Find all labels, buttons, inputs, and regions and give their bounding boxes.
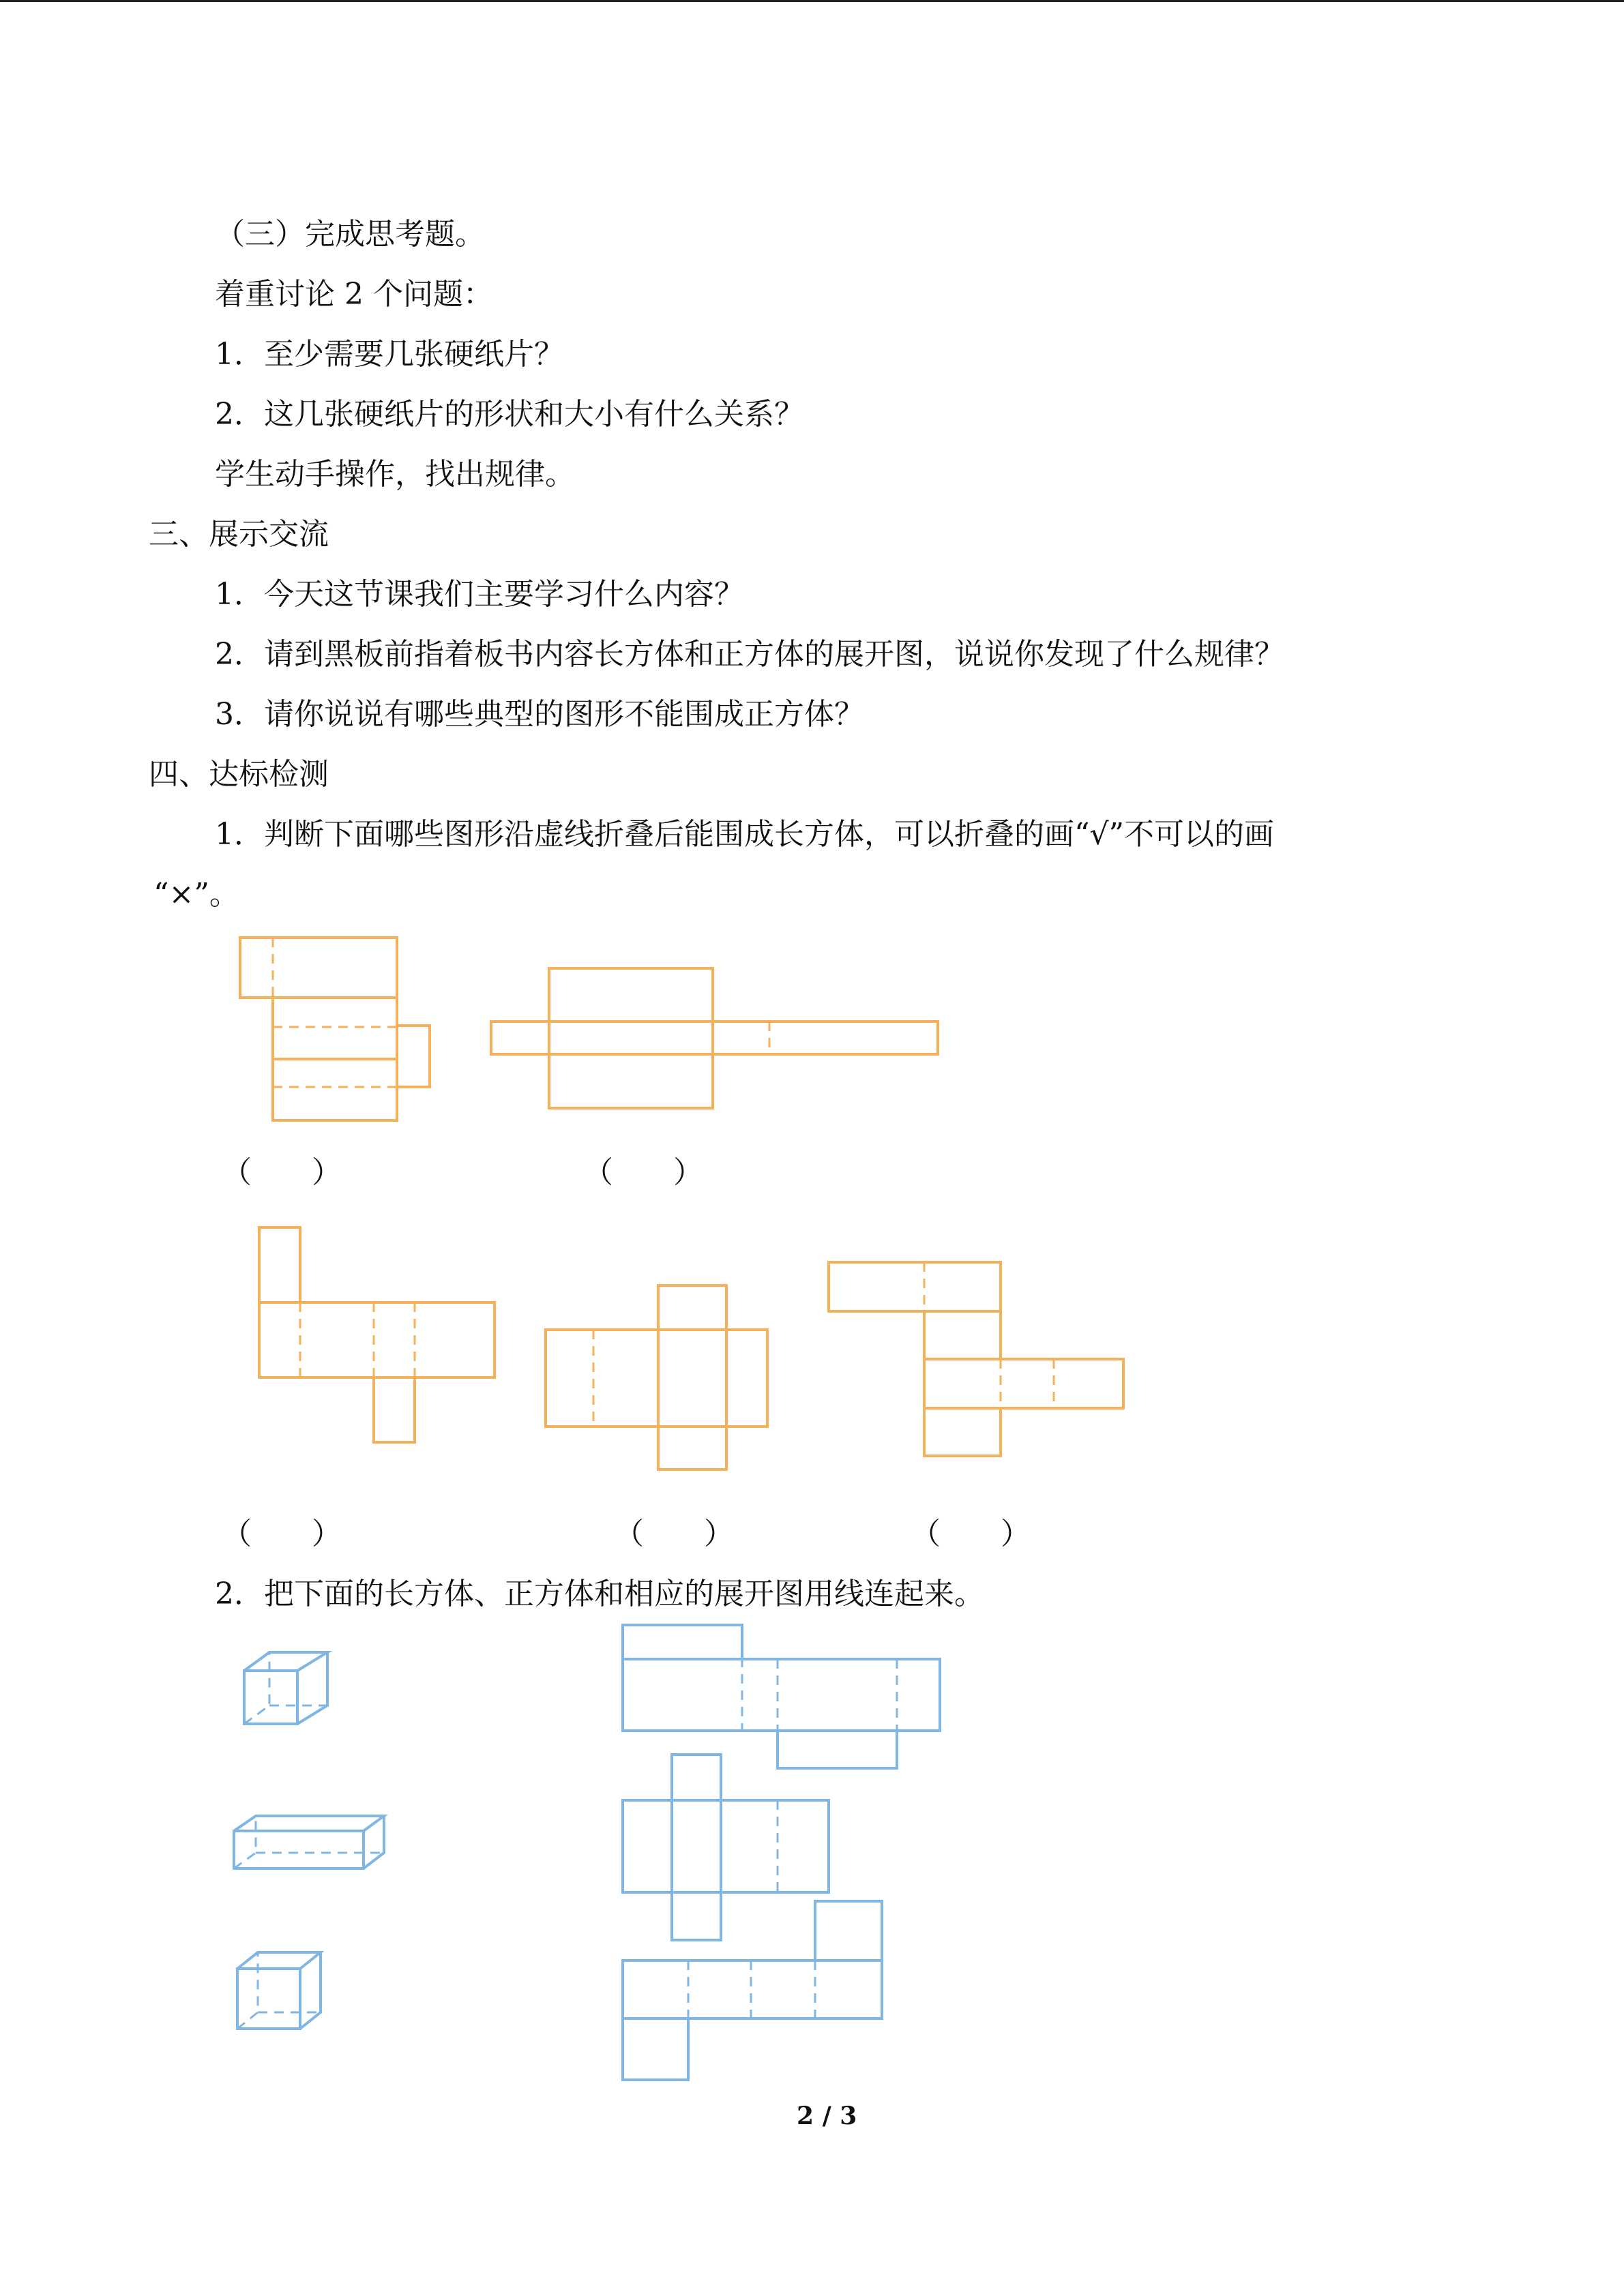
- net-figure-4: [539, 1282, 778, 1473]
- heading-show-exchange: 三、展示交流: [149, 517, 329, 552]
- test-question-2: 2．把下面的长方体、正方体和相应的展开图用线连起来。: [215, 1577, 984, 1611]
- question-2: 2．这几张硬纸片的形状和大小有什么关系？: [215, 397, 804, 432]
- discussion-intro: 着重讨论 2 个问题：: [215, 277, 493, 312]
- exchange-item-2: 2．请到黑板前指着板书内容长方体和正方体的展开图，说说你发现了什么规律？: [215, 637, 1284, 672]
- cuboid-figure: [228, 1810, 392, 1882]
- net-figure-5: [822, 1258, 1136, 1470]
- answer-blank-4[interactable]: （ ）: [614, 1517, 734, 1551]
- cube-figure-2: [232, 1947, 327, 2036]
- heading-standard-test: 四、达标检测: [149, 757, 329, 792]
- answer-blank-5[interactable]: （ ）: [911, 1517, 1031, 1551]
- unfolded-net-c: [617, 1896, 890, 2087]
- page-number: 2 / 3: [797, 2102, 857, 2130]
- net-figure-2: [484, 955, 948, 1118]
- answer-blank-2[interactable]: （ ）: [583, 1155, 703, 1190]
- test-question-1: 1．判断下面哪些图形沿虚线折叠后能围成长方体，可以折叠的画“√”不可以的画: [215, 817, 1275, 852]
- answer-blank-1[interactable]: （ ）: [222, 1155, 342, 1190]
- student-operation: 学生动手操作，找出规律。: [215, 457, 575, 492]
- section-three-heading: （三）完成思考题。: [215, 217, 485, 252]
- page-top-border: [0, 0, 1624, 2]
- cube-figure-1: [239, 1647, 341, 1735]
- net-figure-3: [252, 1221, 498, 1452]
- question-1: 1．至少需要几张硬纸片？: [215, 337, 564, 372]
- answer-blank-3[interactable]: （ ）: [222, 1517, 342, 1551]
- test-question-1-continued: “×”。: [153, 877, 239, 912]
- exchange-item-3: 3．请你说说有哪些典型的图形不能围成正方体？: [215, 697, 864, 732]
- exchange-item-1: 1．今天这节课我们主要学习什么内容？: [215, 577, 744, 612]
- net-figure-1: [232, 927, 450, 1125]
